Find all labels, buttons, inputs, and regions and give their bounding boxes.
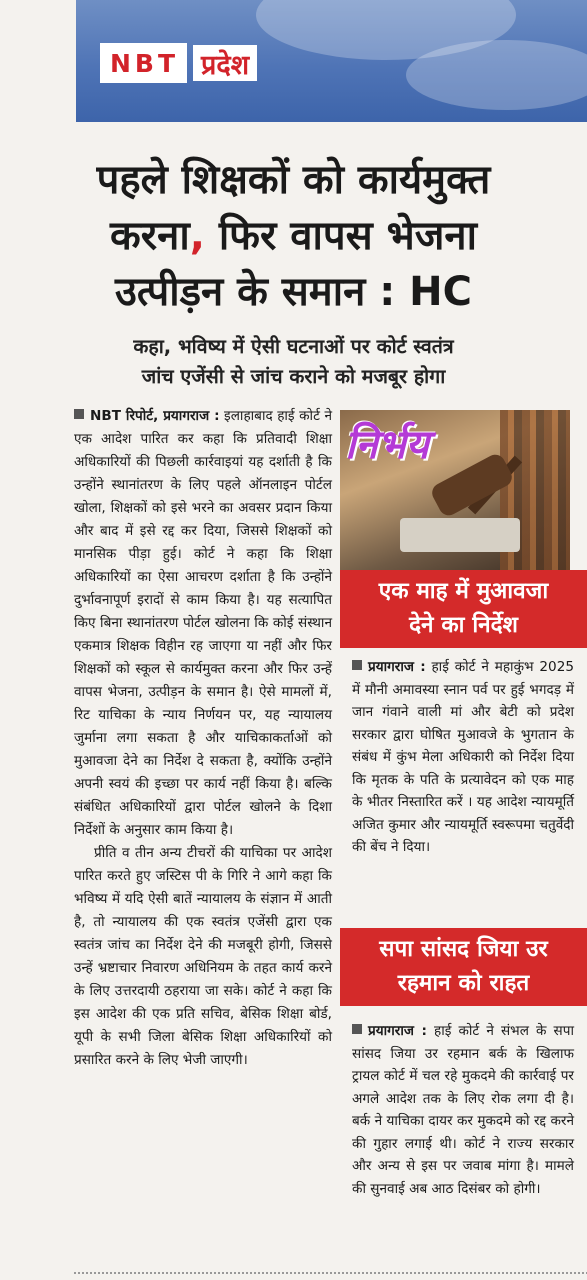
brief1-story: [352, 656, 574, 859]
brief2-body: हाई कोर्ट ने संभल के सपा सांसद जिया उर रहमान बर्क के खिलाफ ट्रायल कोर्ट में चल रहे मुकदमे की कार्रवाई पर अगले आदेश तक के लिए रोक लगा दी है। बर्क ने याचिका दायर कर मुकदमे को रद्द करने की गुहार लगाई थी। कोर्ट ने राज्य सरकार और अन्य से इस पर जवाब मांगा है। मामले की सुनवाई अब आठ दिसंबर को होगी।: [352, 1023, 574, 1197]
brief1-headline: [340, 570, 587, 648]
brief2-headline-line1: सपा सांसद जिया उर: [379, 936, 548, 962]
watermark: निर्भय: [345, 422, 429, 468]
headline-line2b: फिर वापस भेजना: [204, 213, 477, 259]
section-name: प्रदेश: [193, 45, 257, 81]
headline: [0, 152, 587, 320]
main-story-para1: [74, 405, 332, 842]
brief1-headline-line2: देने का निर्देश: [409, 612, 518, 638]
brief2-headline-line2: रहमान को राहत: [397, 970, 530, 996]
masthead: [100, 40, 257, 86]
brief1-dateline: प्रयागराज :: [368, 659, 426, 675]
sound-block-graphic: [400, 518, 520, 552]
headline-line1: पहले शिक्षकों को कार्यमुक्त: [96, 157, 491, 203]
subhead-line1: कहा, भविष्य में ऐसी घटनाओं पर कोर्ट स्वतंत्र: [133, 335, 454, 358]
headline-line2: [0, 208, 587, 264]
brief2-dateline: प्रयागराज :: [368, 1023, 427, 1039]
bullet-icon: [352, 660, 362, 670]
headline-comma: ,: [189, 213, 205, 259]
brief1-headline-line1: एक माह में मुआवजा: [378, 578, 549, 604]
main-story: [74, 405, 332, 1072]
headline-line3: उत्पीड़न के समान : HC: [115, 269, 472, 315]
main-story-para2: प्रीति व तीन अन्य टीचरों की याचिका पर आदेश पारित करते हुए जस्टिस पी के गिरि ने आगे कहा कि भविष्य में यदि ऐसी बातें न्यायालय के संज्ञान में आती है, तो न्यायालय की एक स्वतंत्र एजेंसी द्वारा एक स्वतंत्र जांच का निर्देश देने की मजबूरी होगी, जिससे उन्हें भ्रष्टाचार निवारण अधिनियम के तहत कार्य करने के लिए उत्तरदायी ठहराया जा सके। कोर्ट ने कहा कि इस आदेश की एक प्रति सचिव, बेसिक शिक्षा बोर्ड, यूपी के सभी जिला बेसिक शिक्षा अधिकारियों को प्रसारित करने के लिए भेजी जाएगी।: [74, 845, 332, 1068]
headline-line2a: करना: [110, 213, 190, 259]
bullet-icon: [352, 1024, 362, 1034]
brief2-headline: [340, 928, 587, 1006]
bottom-divider: [74, 1272, 587, 1274]
main-para1-text: इलाहाबाद हाई कोर्ट ने एक आदेश पारित कर कहा कि प्रतिवादी शिक्षा अधिकारियों की पिछली कार्रवाइयां यह दर्शाती है कि उन्होंने स्थानांतरण के लिए पहले ऑनलाइन पोर्टल खोला, शिक्षकों को इसे भरने का अवसर प्रदान किया और बाद में इसे रद्द कर दिया, जिससे शिक्षकों को मानसिक पीड़ा हुई। कोर्ट ने कहा कि शिक्षा अधिकारियों का ऐसा आचरण दर्शाता है कि उन्होंने दुर्भावनापूर्ण इरादों से काम किया है। यह सत्यापित किए बिना स्थानांतरण पोर्टल खोलना कि कोई संस्थान एकमात्र शिक्षक विहीन रह जाएगा या नहीं और फिर शिक्षकों को स्कूल से कार्यमुक्त करना और फिर उन्हें वापस भेजना, उत्पीड़न के समान है। ऐसे मामलों में, रिट याचिका के न्याय निर्णयन पर, यह न्यायालय जुर्माना लगा सकता है और याचिकाकर्ताओं को मुआवजा देने का निर्देश दे सकता है, क्योंकि उन्होंने अपनी स्वयं की इच्छा पर कार्य नहीं किया है। बल्कि संबंधित अधिकारियों द्वारा पोर्टल खोलने के दिशा निर्देशों के अनुसार काम किया है।: [74, 408, 332, 838]
brief1-body: हाई कोर्ट ने महाकुंभ 2025 में मौनी अमावस्या स्नान पर्व पर हुई भगदड़ में जान गंवाने वाली मां और बेटी को प्रदेश सरकार द्वारा घोषित मुआवजे के भुगतान के संबंध में कुंभ मेला अधिकारी को निर्देश दिया कि मृतक के पति के प्रत्यावेदन को एक माह के भीतर निस्तारित करें । यह आदेश न्यायमूर्ति अजित कुमार और न्यायमूर्ति स्वरूपमा चतुर्वेदी की बेंच ने दिया।: [352, 659, 574, 855]
bullet-icon: [74, 409, 84, 419]
brand-logo: NBT: [100, 43, 187, 83]
brief2-story: [352, 1020, 574, 1200]
subheadline: [0, 332, 587, 392]
main-dateline: NBT रिपोर्ट, प्रयागराज :: [90, 408, 220, 424]
subhead-line2: जांच एजेंसी से जांच कराने को मजबूर होगा: [141, 365, 446, 388]
